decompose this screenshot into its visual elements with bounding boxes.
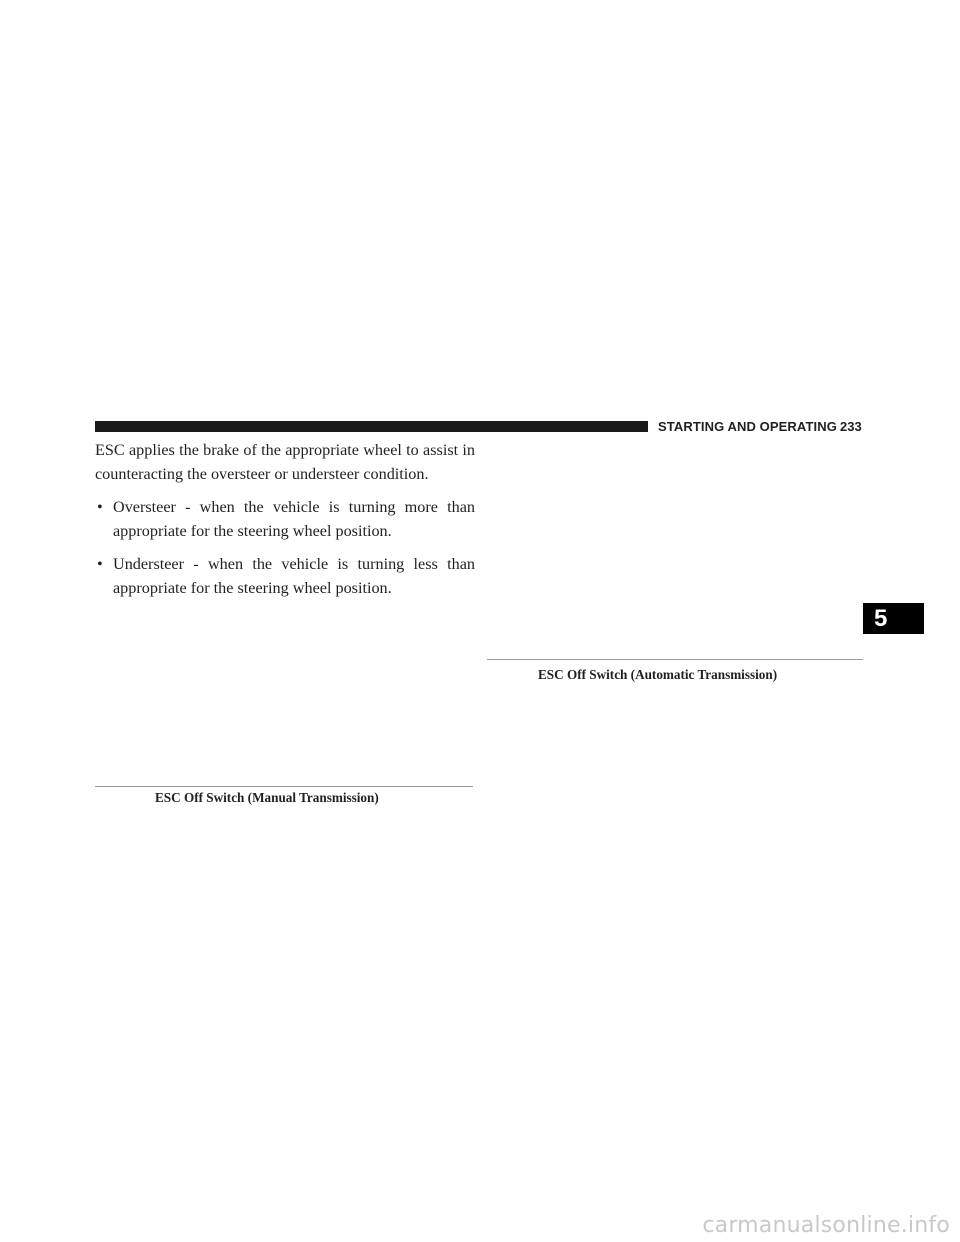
- figure-caption-automatic: ESC Off Switch (Automatic Transmission): [538, 667, 778, 682]
- page-number: 233: [840, 419, 862, 434]
- body-column: [95, 438, 475, 609]
- list-item: [95, 495, 475, 543]
- intro-paragraph: ESC applies the brake of the appropriate wheel to assist in counteracting the oversteer or understeer condition.: [95, 441, 475, 483]
- list-item: [95, 552, 475, 600]
- section-title: STARTING AND OPERATING: [658, 419, 837, 434]
- bullet-icon: •: [97, 555, 103, 573]
- bullet-text-oversteer: Oversteer - when the vehicle is turning more than appropriate for the steering wheel position.: [113, 498, 475, 540]
- chapter-tab: 5: [863, 603, 924, 634]
- header-rule: [95, 421, 648, 432]
- figure-rule-automatic: [487, 659, 863, 660]
- bullet-text-understeer: Understeer - when the vehicle is turning less than appropriate for the steering wheel position.: [113, 555, 475, 597]
- figure-caption-manual: ESC Off Switch (Manual Transmission): [155, 790, 379, 805]
- watermark-text: carmanualsonline.info: [702, 1213, 950, 1238]
- figure-rule-manual: [95, 786, 473, 787]
- bullet-icon: •: [97, 498, 103, 516]
